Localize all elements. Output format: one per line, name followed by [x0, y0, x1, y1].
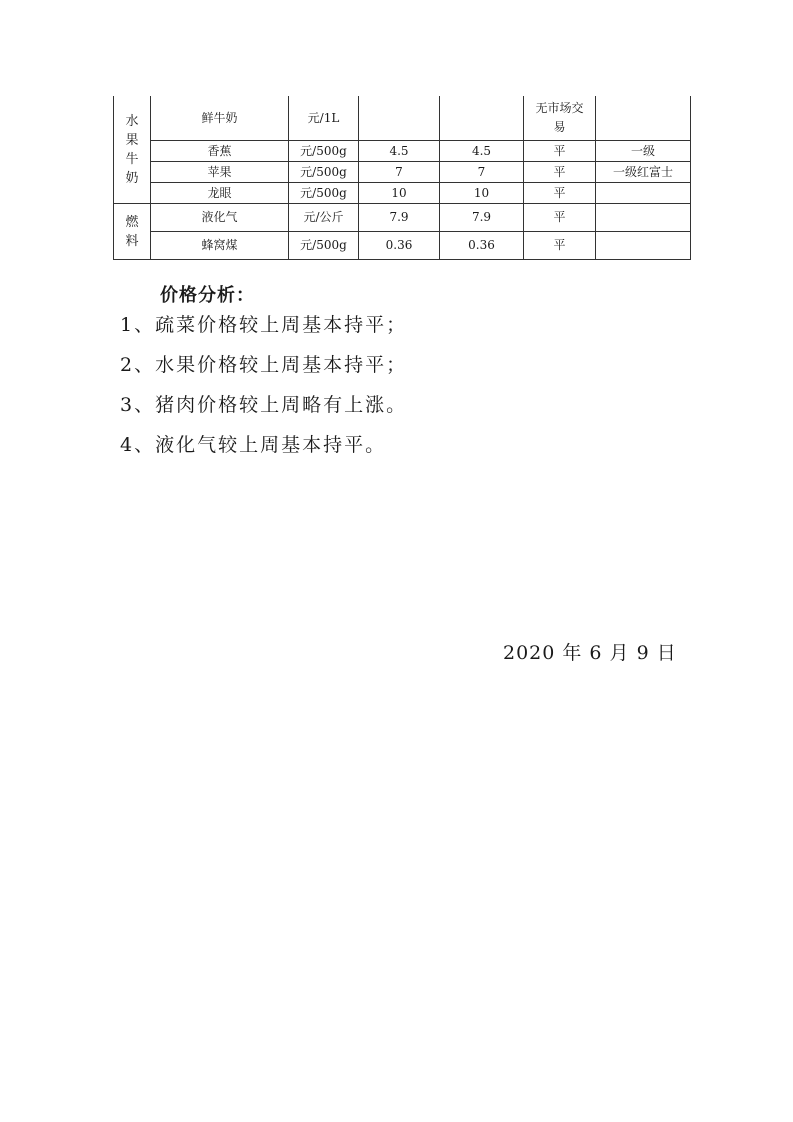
item-note	[596, 96, 691, 141]
item-prev-price: 4.5	[359, 141, 440, 162]
item-unit: 元/500g	[289, 162, 359, 183]
item-change	[524, 96, 596, 141]
item-name: 龙眼	[151, 183, 289, 204]
analysis-item: 2、水果价格较上周基本持平；	[120, 354, 408, 376]
item-name: 鲜牛奶	[151, 96, 289, 141]
item-prev-price: 0.36	[359, 232, 440, 260]
item-note	[596, 183, 691, 204]
item-unit: 元/500g	[289, 141, 359, 162]
document-date: 2020 年 6 月 9 日	[503, 642, 677, 664]
table-row	[114, 96, 691, 141]
table-row	[114, 141, 691, 162]
item-name: 香蕉	[151, 141, 289, 162]
item-change-line: 易	[553, 120, 566, 134]
item-name: 蜂窝煤	[151, 232, 289, 260]
item-name: 苹果	[151, 162, 289, 183]
item-note: 一级红富士	[596, 162, 691, 183]
price-table	[113, 96, 691, 260]
analysis-item: 4、液化气较上周基本持平。	[120, 434, 387, 456]
category-char: 燃	[125, 214, 139, 230]
item-unit: 元/1L	[289, 96, 359, 141]
price-table-container	[113, 96, 690, 260]
category-char: 水	[125, 113, 139, 129]
item-curr-price: 7	[440, 162, 524, 183]
table-row	[114, 232, 691, 260]
table-row	[114, 162, 691, 183]
item-unit: 元/500g	[289, 232, 359, 260]
item-curr-price: 10	[440, 183, 524, 204]
analysis-title: 价格分析：	[160, 285, 255, 306]
table-row	[114, 183, 691, 204]
analysis-list	[120, 315, 407, 475]
category-char: 果	[125, 132, 139, 148]
item-curr-price: 4.5	[440, 141, 524, 162]
item-change: 平	[524, 183, 596, 204]
item-prev-price	[359, 96, 440, 141]
category-char: 料	[125, 233, 139, 249]
item-prev-price: 7	[359, 162, 440, 183]
item-curr-price: 0.36	[440, 232, 524, 260]
category-cell-fruit-milk	[114, 96, 151, 204]
item-curr-price	[440, 96, 524, 141]
item-change: 平	[524, 141, 596, 162]
item-prev-price: 10	[359, 183, 440, 204]
item-unit: 元/500g	[289, 183, 359, 204]
analysis-item: 3、猪肉价格较上周略有上涨。	[120, 394, 408, 416]
item-change: 平	[524, 204, 596, 232]
item-note	[596, 204, 691, 232]
category-cell-fuel	[114, 204, 151, 260]
item-unit: 元/公斤	[289, 204, 359, 232]
item-note	[596, 232, 691, 260]
item-name: 液化气	[151, 204, 289, 232]
category-char: 牛	[125, 151, 139, 167]
item-prev-price: 7.9	[359, 204, 440, 232]
item-change: 平	[524, 232, 596, 260]
item-change-line: 无市场交	[535, 101, 584, 115]
category-char: 奶	[125, 170, 139, 186]
table-row	[114, 204, 691, 232]
analysis-item: 1、疏菜价格较上周基本持平；	[120, 314, 408, 336]
item-note: 一级	[596, 141, 691, 162]
item-curr-price: 7.9	[440, 204, 524, 232]
item-change: 平	[524, 162, 596, 183]
